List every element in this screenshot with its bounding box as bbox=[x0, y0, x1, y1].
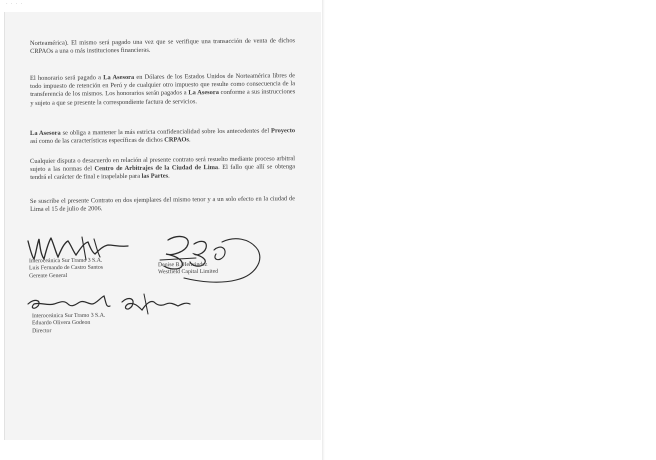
paragraph-5 bbox=[30, 195, 295, 214]
p4-text-b: . El fallo que allí se obtenga tendrá el carácter de final e inapelable para bbox=[30, 163, 296, 182]
p4-bold-b: las Partes bbox=[141, 172, 169, 181]
signatory-block-left bbox=[29, 258, 103, 281]
page-divider bbox=[322, 0, 325, 460]
signatory-right-company: Westfield Capital Limited bbox=[158, 269, 219, 276]
signature-right-drawing bbox=[150, 230, 270, 288]
paragraph-1-text: Norteamérica). El mismo será pagado una vez que se verifique una transacción de venta de dichos CRPAOs a una o más instituciones financieras. bbox=[30, 37, 296, 56]
signatory-block-right bbox=[158, 262, 218, 277]
p2-text-c: conforme a sus instrucciones y sujeto a que se presente la correspondiente factura de servicios. bbox=[30, 88, 296, 107]
p3-text-c: . bbox=[188, 136, 191, 144]
p3-text-b: así como de las características específicas de dichos bbox=[30, 136, 165, 146]
p3-text-a: se obliga a mantener la más estricta confidencialidad sobre los antecedentes del bbox=[60, 127, 272, 137]
p4-text-a: Cualquier disputa o desacuerdo en relación al presente contrato será resuelto mediante proceso arbitral sujeto a las normas del bbox=[30, 155, 296, 174]
p2-bold-a: La Asesora bbox=[103, 73, 135, 82]
p3-bold-c: CRPAOs bbox=[164, 136, 190, 144]
p3-bold-a: La Asesora bbox=[30, 129, 61, 137]
signatory-bottom-company: Interoceánica Sur Tramo 3 S.A. bbox=[31, 312, 106, 320]
p2-text-b: en Dólares de los Estados Unidos de Norteamérica libres de todo impuesto de retención en Perú y de cualquier otro impuesto que resulte como consecuencia de la transferencia de los mismos. Los honorarios serán pagados a bbox=[30, 72, 296, 99]
signatory-left-name: Luis Fernando de Castro Santos bbox=[28, 265, 104, 272]
p4-text-c: . bbox=[168, 172, 170, 180]
p3-bold-b: Proyecto bbox=[270, 127, 296, 135]
p2-text-a: El honorario será pagado a bbox=[30, 74, 104, 82]
paragraph-3 bbox=[30, 127, 295, 146]
signature-right bbox=[150, 230, 270, 288]
paragraph-2 bbox=[30, 72, 295, 108]
signatory-left-title: Gerente General bbox=[29, 272, 68, 280]
signatory-left-company: Interoceánica Sur Tramo 3 S.A. bbox=[28, 257, 103, 265]
signatory-right-name: Denise B. Hernández bbox=[157, 261, 208, 269]
paragraph-1 bbox=[30, 37, 295, 56]
paragraph-4 bbox=[30, 155, 295, 182]
signatory-bottom-name: Eduardo Olivera Godeon bbox=[31, 320, 91, 327]
signatory-block-bottom bbox=[32, 313, 106, 336]
signatory-bottom-title: Director bbox=[32, 327, 52, 335]
p2-bold-b: La Asesora bbox=[188, 89, 219, 97]
corner-mark: · · · · bbox=[6, 2, 24, 7]
p4-bold-a: Centro de Arbitrajes de la Ciudad de Lima bbox=[94, 164, 219, 173]
paragraph-5-text: Se suscribe el presente Contrato en dos ejemplares del mismo tenor y a un solo efecto en la ciudad de Lima el 15 de julio de 2006. bbox=[30, 195, 296, 214]
